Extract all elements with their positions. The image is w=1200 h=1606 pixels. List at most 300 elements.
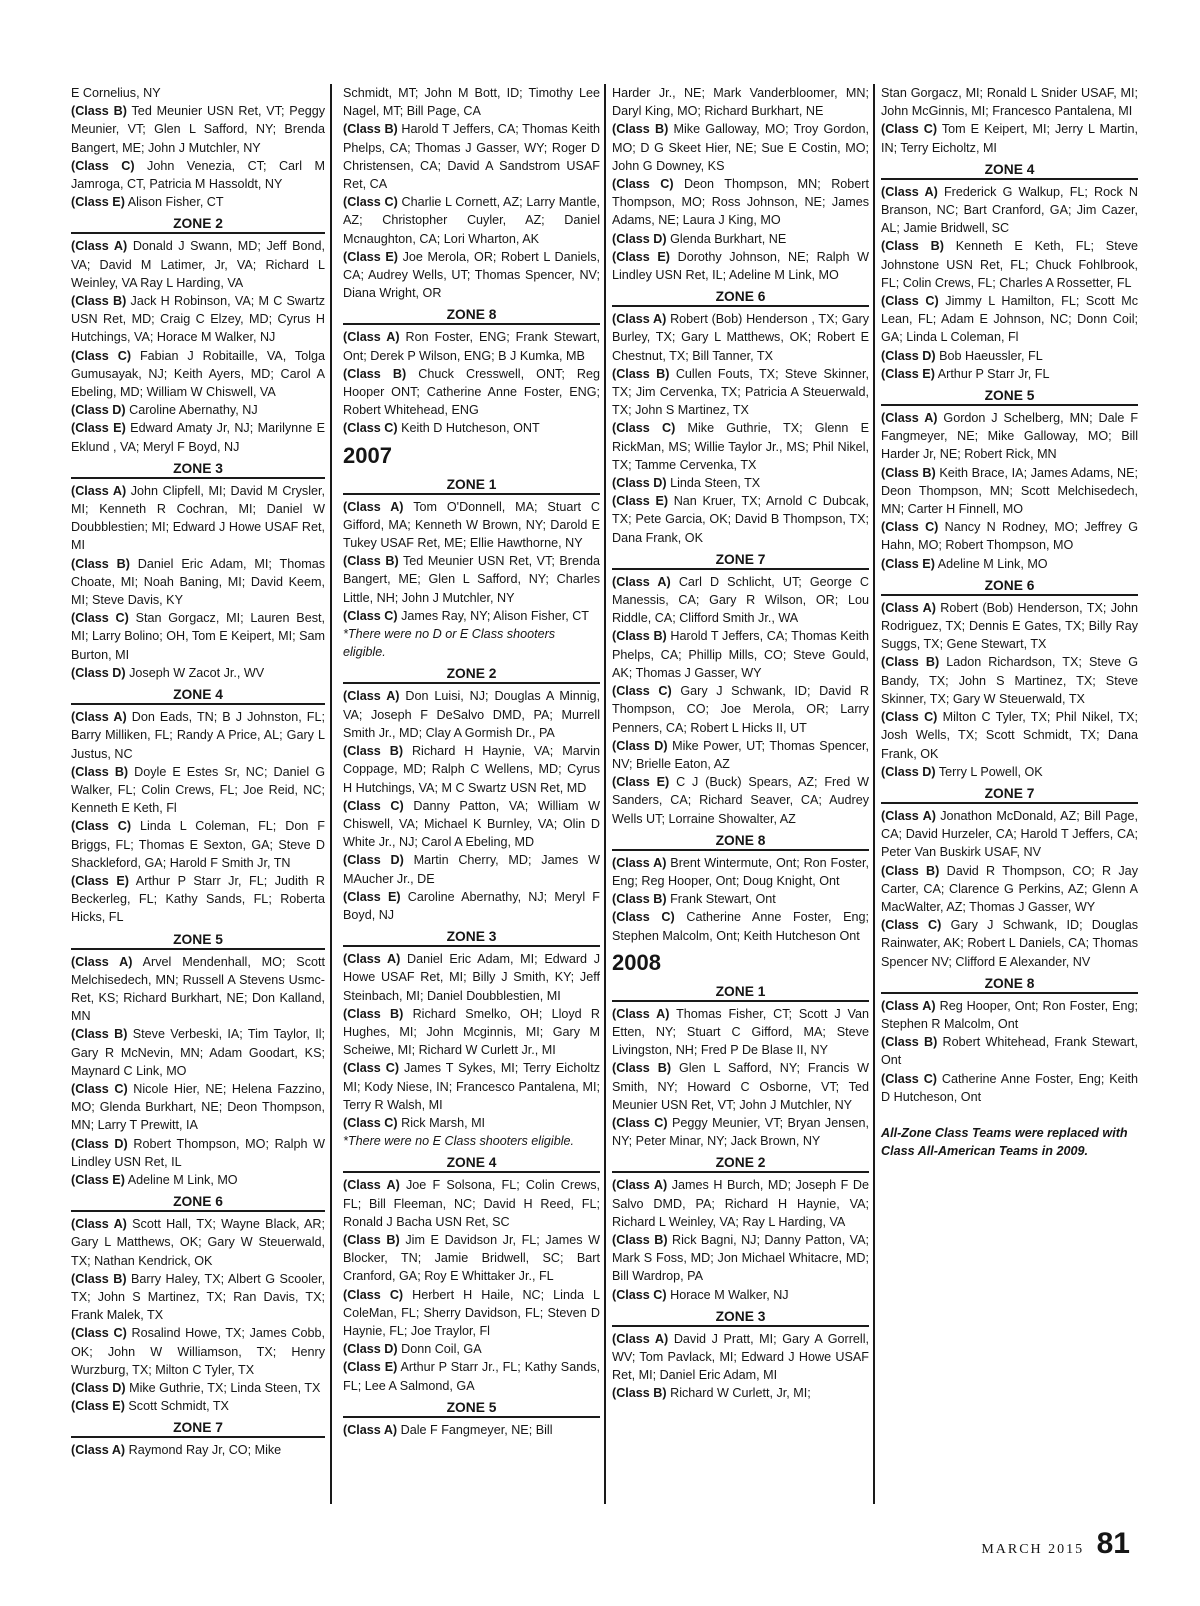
shooter-names: Keith Brace, IA; James Adams, NE; Deon Thompson, MN; Scott Melchisedech, MN; Carter H Finnell, MO [881, 465, 1139, 517]
shooter-names: Robert Whitehead, Frank Stewart, Ont [881, 1035, 1138, 1068]
class-label: (Class D) [343, 853, 404, 868]
zone-heading: ZONE 3 [343, 925, 600, 947]
class-entry [71, 84, 325, 102]
class-label: (Class B) [881, 465, 936, 480]
shooter-names: Ron Foster, ENG; Frank Stewart, Ont; Derek P Wilson, ENG; B J Kumka, MB [343, 330, 600, 363]
class-entry [343, 120, 600, 193]
zone-heading: ZONE 3 [612, 1305, 869, 1327]
zone-heading: ZONE 4 [343, 1151, 600, 1173]
class-entry [612, 1286, 869, 1304]
class-entry [343, 607, 600, 625]
class-entry [71, 419, 325, 455]
class-label: (Class C) [71, 611, 129, 626]
class-label: (Class C) [612, 177, 674, 192]
shooter-names: Catherine Anne Foster, Eng; Keith D Hutcheson, Ont [881, 1071, 1138, 1104]
class-entry [612, 627, 869, 682]
class-label: (Class A) [343, 499, 404, 514]
shooter-names: Barry Haley, TX; Albert G Scooler, TX; John S Martinez, TX; Ran Davis, TX; Frank Malek, TX [71, 1271, 326, 1323]
class-label: (Class D) [612, 738, 668, 753]
shooter-names: Milton C Tyler, TX; Phil Nikel, TX; Josh Wells, TX; Scott Schmidt, TX; Dana Frank, OK [881, 710, 1138, 761]
zone-heading: ZONE 7 [71, 1416, 325, 1438]
class-label: (Class E) [71, 1172, 125, 1187]
class-label: (Class E) [343, 1360, 398, 1375]
shooter-names: Bob Haeussler, FL [939, 348, 1043, 363]
column-3 [612, 84, 869, 1403]
class-entry [612, 1059, 869, 1114]
class-entry [71, 1324, 325, 1379]
shooter-names: Danny Patton, VA; William W Chiswell, VA; Michael K Burnley, VA; Olin D White Jr., NJ; Carol A Ebeling, MD [343, 798, 601, 850]
class-label: (Class A) [881, 808, 936, 823]
shooter-names: James Ray, NY; Alison Fisher, CT [401, 608, 590, 623]
shooter-names: Arvel Mendenhall, MO; Scott Melchisedech, MN; Russell A Stevens Usmc-Ret, KS; Richard Burkhart, NE; Don Kalland, MN [71, 954, 326, 1024]
class-entry [612, 1114, 869, 1150]
class-label: (Class C) [612, 910, 675, 925]
class-label: (Class B) [71, 294, 127, 309]
class-entry [343, 84, 600, 120]
class-entry [881, 183, 1138, 238]
class-label: (Class B) [71, 104, 127, 119]
class-entry [71, 609, 325, 664]
class-entry [343, 498, 600, 553]
year-heading: 2008 [612, 949, 661, 975]
class-entry [343, 419, 600, 437]
class-label: (Class E) [343, 889, 401, 904]
zone-heading: ZONE 1 [612, 980, 869, 1002]
shooter-names: Steve Verbeski, IA; Tim Taylor, Il; Gary R McNevin, MN; Adam Goodart, KS; Maynard C Link, MO [71, 1027, 326, 1078]
class-entry [71, 482, 325, 555]
class-entry [612, 1330, 869, 1385]
class-label: (Class A) [71, 239, 128, 254]
shooter-names: Thomas Fisher, CT; Scott J Van Etten, NY; Stuart C Gifford, MA; Steve Livingston, NH; Fred P De Blase II, NY [612, 1006, 870, 1058]
shooter-names: Jim E Davidson Jr, FL; James W Blocker, TN; Jamie Bridwell, SC; Bart Cranford, GA; Roy E Whittaker Jr., FL [343, 1232, 601, 1284]
column-divider [873, 84, 875, 1504]
class-entry [71, 1270, 325, 1325]
zone-heading: ZONE 4 [881, 158, 1138, 180]
class-entry [71, 1397, 325, 1415]
class-label: (Class C) [343, 1115, 398, 1130]
shooter-names: Martin Cherry, MD; James W MAucher Jr., DE [343, 853, 600, 886]
shooter-names: Dorothy Johnson, NE; Ralph W Lindley USN Ret, IL; Adeline M Link, MO [612, 249, 869, 283]
class-entry [343, 248, 600, 303]
class-entry [343, 1231, 600, 1286]
shooter-names: John Venezia, CT; Carl M Jamroga, CT, Patricia M Hassoldt, NY [71, 158, 325, 192]
zone-heading: ZONE 4 [71, 683, 325, 705]
class-entry [343, 888, 600, 924]
zone-heading: ZONE 7 [881, 782, 1138, 804]
class-label: (Class A) [612, 1331, 669, 1346]
class-entry [343, 687, 600, 742]
class-label: (Class C) [612, 1115, 668, 1130]
class-entry [612, 230, 869, 248]
class-label: (Class C) [71, 1081, 128, 1096]
zone-heading: ZONE 3 [71, 457, 325, 479]
shooter-names: Adeline M Link, MO [127, 1172, 238, 1187]
shooter-names: Horace M Walker, NJ [670, 1287, 789, 1302]
shooter-names: Jimmy L Hamilton, FL; Scott Mc Lean, FL; Adam E Johnson, NC; Donn Coil; GA; Linda L Coleman, Fl [881, 294, 1139, 345]
shooter-names: Stan Gorgacz, MI; Ronald L Snider USAF, MI; John McGinnis, MI; Francesco Pantalena, MI [881, 86, 1138, 119]
shooter-names: Jonathon McDonald, AZ; Bill Page, CA; David Hurzeler, CA; Harold T Jeffers, CA; Peter Van Buskirk USAF, NV [881, 808, 1138, 860]
class-label: (Class B) [612, 1232, 668, 1247]
class-entry [343, 950, 600, 1005]
shooter-names: Robert (Bob) Henderson , TX; Gary Burley, TX; Gary L Matthews, OK; Robert E Chestnut, TX; Bill Tanner, TX [612, 312, 869, 363]
class-label: (Class A) [612, 1178, 668, 1193]
class-entry [612, 854, 869, 890]
class-label: (Class E) [612, 494, 669, 509]
shooter-names: Jack H Robinson, VA; M C Swartz USN Ret, MD; Craig C Elzey, MD; Cyrus H Hutchings, VA; Horace M Walker, NJ [71, 294, 326, 345]
class-entry [881, 653, 1138, 708]
class-label: (Class A) [612, 574, 671, 589]
zone-heading: ZONE 6 [71, 1190, 325, 1212]
class-label: (Class A) [343, 1422, 398, 1437]
class-label: (Class C) [71, 1326, 127, 1341]
shooter-names: Rosalind Howe, TX; James Cobb, OK; John W Williamson, TX; Henry Wurzburg, TX; Milton C Tyler, TX [71, 1326, 326, 1377]
class-entry [71, 1135, 325, 1171]
class-label: (Class D) [343, 1342, 398, 1357]
shooter-names: Joe Merola, OR; Robert L Daniels, CA; Audrey Wells, UT; Thomas Spencer, NV; Diana Wright, OR [343, 249, 600, 301]
class-label: (Class A) [71, 483, 127, 498]
shooter-names: John Clipfell, MI; David M Crysler, MI; Kenneth R Cochran, MI; Daniel W Doubblestien; MI; Edward J Howe USAF Ret, MI [71, 483, 325, 553]
shooter-names: Brent Wintermute, Ont; Ron Foster, Eng; Reg Hooper, Ont; Doug Knight, Ont [612, 855, 870, 888]
column-2 [343, 84, 600, 1439]
class-entry [71, 237, 325, 292]
class-label: (Class C) [881, 122, 938, 137]
class-entry [343, 1358, 600, 1394]
class-label: (Class E) [71, 873, 129, 888]
shooter-names: Cullen Fouts, TX; Steve Skinner, TX; Jim Cervenka, TX; Patricia A Steuerwald, TX; John S Martinez, TX [612, 366, 869, 418]
class-entry [612, 1176, 869, 1231]
class-label: (Class D) [71, 403, 126, 418]
class-entry [881, 555, 1138, 573]
class-label: (Class E) [881, 556, 935, 571]
class-entry [343, 1286, 600, 1341]
class-label: (Class B) [881, 1035, 938, 1050]
class-label: (Class D) [71, 665, 126, 680]
shooter-names: Linda L Coleman, FL; Don F Briggs, FL; Thomas E Sexton, GA; Steve D Shackleford, GA; Harold F Smith Jr, TN [71, 819, 325, 870]
shooter-names: Caroline Abernathy, NJ; Meryl F Boyd, NJ [343, 889, 601, 922]
shooter-names: Ladon Richardson, TX; Steve G Bandy, TX; John S Martinez, TX; Steve Skinner, TX; Gary W Steuerwald, TX [881, 655, 1138, 706]
shooter-names: James H Burch, MD; Joseph F De Salvo DMD, PA; Richard H Haynie, VA; Richard L Weinley, VA; Ray L Harding, VA [612, 1178, 870, 1229]
class-label: (Class D) [881, 348, 936, 363]
class-label: (Class A) [71, 710, 127, 725]
shooter-names: Fabian J Robitaille, VA, Tolga Gumusayak, NJ; Keith Ayers, MD; Carol A Ebeling, MD; William W Chiswell, VA [71, 348, 326, 400]
zone-heading: ZONE 8 [343, 303, 600, 325]
page-number: 81 [1096, 1527, 1130, 1560]
class-entry [71, 292, 325, 347]
class-entry [612, 175, 869, 230]
zone-heading: ZONE 8 [612, 829, 869, 851]
class-entry [343, 1059, 600, 1114]
shooter-names: Ted Meunier USN Ret, VT; Peggy Meunier, VT; Glen L Safford, NY; Brenda Bangert, ME; John J Mutchler, NY [71, 104, 325, 155]
class-label: (Class A) [71, 1443, 126, 1458]
shooter-names: Nan Kruer, TX; Arnold C Dubcak, TX; Pete Garcia, OK; David B Thompson, TX; Dana Frank, OK [612, 494, 869, 545]
class-label: (Class C) [612, 684, 672, 699]
class-label: (Class A) [343, 330, 400, 345]
shooter-names: Alison Fisher, CT [127, 195, 224, 210]
class-entry [71, 401, 325, 419]
class-entry [71, 1025, 325, 1080]
shooter-names: Richard H Haynie, VA; Marvin Coppage, MD; Ralph C Wellens, MD; Cyrus H Hutchings, VA; M C Swartz USN Ret, MD [343, 744, 600, 795]
class-entry [881, 292, 1138, 347]
class-label: (Class A) [71, 1217, 127, 1232]
zone-heading: ZONE 5 [71, 928, 325, 950]
class-label: (Class C) [881, 1071, 937, 1086]
column-divider [604, 84, 606, 1504]
class-label: (Class B) [343, 1006, 404, 1021]
shooter-names: Gary J Schwank, ID; Douglas Rainwater, AK; Robert L Daniels, CA; Thomas Spencer NV; Clifford E Alexander, NV [881, 918, 1139, 969]
shooter-names: Edward Amaty Jr, NJ; Marilynne E Eklund , VA; Meryl F Boyd, NJ [71, 421, 325, 454]
column-1 [71, 84, 325, 1460]
shooter-names: Harder Jr., NE; Mark Vanderbloomer, MN; Daryl King, MO; Richard Burkhart, NE [612, 86, 869, 119]
class-entry [71, 763, 325, 818]
shooter-names: Deon Thompson, MN; Robert Thompson, MO; Ross Johnson, NE; James Adams, NE; Laura J King, MO [612, 177, 869, 228]
class-label: (Class B) [343, 122, 398, 137]
zone-heading: ZONE 8 [881, 972, 1138, 994]
class-entry [881, 464, 1138, 519]
class-entry [71, 872, 325, 927]
zone-heading: ZONE 2 [612, 1151, 869, 1173]
zone-heading: ZONE 2 [71, 212, 325, 234]
class-entry [881, 1070, 1138, 1106]
class-label: (Class C) [881, 294, 939, 309]
class-entry [71, 953, 325, 1026]
class-label: (Class A) [612, 1006, 670, 1021]
class-entry [343, 742, 600, 797]
shooter-names: Scott Schmidt, TX [128, 1399, 229, 1414]
class-entry [881, 409, 1138, 464]
shooter-names: David J Pratt, MI; Gary A Gorrell, WV; Tom Pavlack, MI; Edward J Howe USAF Ret, MI; Daniel Eric Adam, MI [612, 1331, 869, 1383]
class-entry [71, 708, 325, 763]
class-label: (Class B) [71, 1271, 127, 1286]
class-entry [881, 708, 1138, 763]
class-label: (Class C) [343, 798, 404, 813]
class-entry [881, 807, 1138, 862]
shooter-names: Peggy Meunier, VT; Bryan Jensen, NY; Peter Minar, NY; Jack Brown, NY [612, 1115, 870, 1149]
page-footer [981, 1527, 1130, 1567]
shooter-names: Robert (Bob) Henderson, TX; John Rodriguez, TX; Dennis E Gates, TX; Billy Ray Suggs, TX; Gene Stewart, TX [881, 600, 1139, 652]
class-entry [612, 737, 869, 773]
zone-heading: ZONE 6 [612, 285, 869, 307]
zone-heading: ZONE 5 [343, 1396, 600, 1418]
class-entry [612, 310, 869, 365]
shooter-names: Scott Hall, TX; Wayne Black, AR; Gary L Matthews, OK; Gary W Steuerwald, TX; Nathan Kendrick, OK [71, 1217, 326, 1268]
shooter-names: Chuck Cresswell, ONT; Reg Hooper ONT; Catherine Anne Foster, ENG; Robert Whitehead, ENG [343, 366, 601, 418]
shooter-names: Donald J Swann, MD; Jeff Bond, VA; David M Latimer, Jr, VA; Richard L Weinley, VA Ray L Harding, VA [71, 239, 326, 290]
class-entry [71, 817, 325, 872]
shooter-names: Frederick G Walkup, FL; Rock N Branson, NC; Bart Cranford, GA; Jim Cazer, AL; Jamie Bridwell, SC [881, 184, 1138, 236]
class-entry [881, 120, 1138, 156]
class-label: (Class B) [881, 863, 940, 878]
class-entry [612, 365, 869, 420]
class-label: (Class B) [612, 1386, 667, 1401]
shooter-names: Richard Smelko, OH; Lloyd R Hughes, MI; John Mcginnis, MI; Gary M Scheiwe, MI; Richard W Curlett Jr., MI [343, 1006, 601, 1058]
class-entry [71, 193, 325, 211]
class-label: (Class B) [343, 366, 407, 381]
shooter-names: James T Sykes, MI; Terry Eicholtz MI; Kody Niese, IN; Francesco Pantalena, MI; Terry R Walsh, MI [343, 1061, 600, 1112]
class-label: (Class B) [881, 655, 940, 670]
shooter-names: Reg Hooper, Ont; Ron Foster, Eng; Stephen R Malcolm, Ont [881, 998, 1139, 1031]
zone-heading: ZONE 2 [343, 662, 600, 684]
class-entry [881, 599, 1138, 654]
shooter-names: Donn Coil, GA [401, 1342, 482, 1357]
class-label: (Class D) [612, 476, 667, 491]
class-entry [343, 1176, 600, 1231]
shooter-names: Gordon J Schelberg, MN; Dale F Fangmeyer, NE; Mike Galloway, MO; Bill Harder Jr, NE; Robert Rick, MN [881, 411, 1139, 462]
column-4 [881, 84, 1138, 1160]
class-entry [881, 763, 1138, 781]
shooter-names: Rick Marsh, MI [401, 1115, 486, 1130]
class-label: (Class C) [343, 608, 398, 623]
shooter-names: Catherine Anne Foster, Eng; Stephen Malcolm, Ont; Keith Hutcheson Ont [612, 910, 869, 943]
class-entry [71, 1171, 325, 1189]
shooter-names: Kenneth E Keth, FL; Steve Johnstone USN Ret, FL; Chuck Fohlbrook, FL; Colin Crews, FL; Charles A Rossetter, FL [881, 239, 1138, 290]
class-label: (Class E) [71, 195, 125, 210]
shooter-names: Ted Meunier USN Ret, VT; Brenda Bangert, ME; Glen L Safford, NY; Charles Little, NH; John J Mutchler, NY [343, 554, 600, 605]
class-label: (Class C) [343, 1061, 400, 1076]
closing-note: All-Zone Class Teams were replaced with Class All-American Teams in 2009. [881, 1125, 1128, 1159]
class-label: (Class A) [881, 411, 938, 426]
class-entry [881, 347, 1138, 365]
class-entry [71, 157, 325, 193]
shooter-names: Daniel Eric Adam, MI; Thomas Choate, MI; Noah Baning, MI; David Keem, MI; Steve Davis, KY [71, 556, 325, 608]
shooter-names: Dale F Fangmeyer, NE; Bill [400, 1422, 553, 1437]
class-entry [612, 474, 869, 492]
class-entry [343, 193, 600, 248]
class-entry [71, 1441, 325, 1459]
shooter-names: Adeline M Link, MO [937, 556, 1048, 571]
shooter-names: Mike Guthrie, TX; Linda Steen, TX [129, 1381, 321, 1395]
class-label: (Class B) [612, 629, 667, 644]
class-entry [343, 851, 600, 887]
issue-date: MARCH 2015 [981, 1542, 1085, 1557]
class-entry [343, 328, 600, 364]
shooter-names: Joe F Solsona, FL; Colin Crews, FL; Bill Fleeman, NC; David H Reed, FL; Ronald J Bacha USN Ret, SC [343, 1178, 600, 1229]
shooter-names: Tom O'Donnell, MA; Stuart C Gifford, MA; Kenneth W Brown, NY; Darold E Tukey USAF Ret, ME; Ellie Hawthorne, NY [343, 499, 601, 551]
class-label: (Class B) [343, 744, 404, 759]
class-entry [343, 365, 600, 420]
class-label: (Class B) [612, 892, 667, 907]
class-entry [612, 1231, 869, 1286]
class-label: (Class A) [71, 954, 133, 969]
shooter-names: Nicole Hier, NE; Helena Fazzino, MO; Glenda Burkhart, NE; Deon Thompson, MN; Larry T Prewitt, IA [71, 1081, 326, 1133]
shooter-names: Caroline Abernathy, NJ [129, 403, 258, 418]
class-label: (Class D) [71, 1136, 128, 1151]
shooter-names: Mike Guthrie, TX; Glenn E RickMan, MS; Willie Taylor Jr., MS; Phil Nikel, TX; Tamme Cervenka, TX [612, 421, 869, 472]
class-entry [343, 552, 600, 607]
class-label: (Class A) [612, 855, 667, 870]
class-label: (Class B) [881, 239, 944, 254]
zone-heading: ZONE 1 [343, 473, 600, 495]
class-entry [612, 682, 869, 737]
class-entry [612, 573, 869, 628]
class-label: (Class B) [343, 1232, 400, 1247]
class-entry [612, 120, 869, 175]
shooter-names: Linda Steen, TX [670, 476, 761, 491]
class-entry [71, 102, 325, 157]
shooter-names: Daniel Eric Adam, MI; Edward J Howe USAF Ret, MI; Billy J Smith, KY; Jeff Steinbach, MI; Daniel Doubblestien, MI [343, 952, 601, 1003]
class-entry [881, 916, 1138, 971]
class-entry [71, 664, 325, 682]
shooter-names: Raymond Ray Jr, CO; Mike [128, 1443, 282, 1458]
class-entry [343, 1340, 600, 1358]
zone-heading: ZONE 7 [612, 548, 869, 570]
class-label: (Class A) [881, 998, 936, 1013]
class-entry [612, 908, 869, 944]
class-entry [881, 1033, 1138, 1069]
class-label: (Class C) [71, 158, 135, 173]
class-label: (Class C) [343, 1287, 404, 1302]
class-label: (Class A) [612, 312, 667, 327]
class-label: (Class B) [71, 556, 130, 571]
class-entry [881, 237, 1138, 292]
shooter-names: Glen L Safford, NY; Francis W Smith, NY; Howard C Osborne, VT; Ted Meunier USN Ret, VT; John J Mutchler, NY [612, 1061, 870, 1112]
shooter-names: Stan Gorgacz, MI; Lauren Best, MI; Larry Bolino; OH, Tom E Keipert, MI; Sam Burton, MI [71, 611, 325, 662]
shooter-names: Nancy N Rodney, MO; Jeffrey G Hahn, MO; Robert Thompson, MO [881, 520, 1139, 553]
shooter-names: Robert Thompson, MO; Ralph W Lindley USN Ret, IL [71, 1136, 325, 1169]
class-label: (Class C) [71, 819, 132, 834]
class-label: (Class A) [343, 952, 401, 967]
class-entry [612, 492, 869, 547]
class-entry [881, 997, 1138, 1033]
class-entry [343, 797, 600, 852]
class-label: (Class E) [343, 249, 398, 264]
zone-heading: ZONE 5 [881, 384, 1138, 406]
class-entry [612, 419, 869, 474]
class-label: (Class E) [71, 421, 126, 436]
class-entry [343, 1114, 600, 1132]
shooter-names: Rick Bagni, NJ; Danny Patton, VA; Mark S Foss, MD; Jon Michael Whitacre, MD; Bill Wardrop, PA [612, 1232, 870, 1284]
class-entry [881, 84, 1138, 120]
shooter-names: Frank Stewart, Ont [670, 892, 776, 907]
shooter-names: Schmidt, MT; John M Bott, ID; Timothy Lee Nagel, MT; Bill Page, CA [343, 86, 600, 119]
class-label: (Class B) [612, 122, 669, 137]
class-entry [612, 1005, 869, 1060]
class-label: (Class D) [71, 1381, 126, 1395]
shooter-names: Glenda Burkhart, NE [670, 231, 787, 246]
class-entry [71, 347, 325, 402]
shooter-names: Doyle E Estes Sr, NC; Daniel G Walker, FL; Colin Crews, FL; Joe Reid, NC; Kenneth E Keth, Fl [71, 764, 325, 816]
shooter-names: Richard W Curlett, Jr, MI; [670, 1386, 811, 1401]
class-entry [612, 1384, 869, 1402]
class-label: (Class C) [343, 195, 398, 210]
class-entry [612, 248, 869, 284]
shooter-names: Charlie L Cornett, AZ; Larry Mantle, AZ; Christopher Cuyler, AZ; Daniel Mcnaughton, CA; Lori Wharton, AK [343, 195, 600, 246]
class-label: (Class E) [612, 249, 670, 264]
class-label: (Class C) [881, 918, 942, 933]
class-label: (Class C) [343, 421, 398, 436]
class-label: (Class B) [612, 1061, 672, 1076]
shooter-names: Arthur P Starr Jr., FL; Kathy Sands, FL; Lee A Salmond, GA [343, 1360, 600, 1393]
class-label: (Class E) [71, 1399, 125, 1414]
class-label: (Class B) [71, 1027, 128, 1042]
class-entry [612, 890, 869, 908]
class-label: (Class E) [881, 366, 935, 381]
shooter-names: Keith D Hutcheson, ONT [401, 421, 540, 436]
class-entry [71, 1215, 325, 1270]
class-label: (Class A) [343, 689, 400, 704]
class-label: (Class D) [881, 764, 936, 779]
class-label: (Class A) [881, 600, 936, 615]
class-label: (Class B) [612, 366, 670, 381]
class-label: (Class C) [881, 520, 939, 535]
class-entry [881, 518, 1138, 554]
shooter-names: C J (Buck) Spears, AZ; Fred W Sanders, CA; Richard Seaver, CA; Audrey Wells UT; Lorraine Showalter, AZ [612, 775, 869, 826]
class-label: (Class C) [71, 348, 132, 363]
eligibility-note: *There were no E Class shooters eligible. [343, 1134, 574, 1149]
shooter-names: E Cornelius, NY [71, 86, 161, 100]
class-entry [881, 365, 1138, 383]
shooter-names: Arthur P Starr Jr, FL; Judith R Beckerleg, FL; Kathy Sands, FL; Roberta Hicks, FL [71, 873, 325, 925]
class-label: (Class D) [612, 231, 667, 246]
